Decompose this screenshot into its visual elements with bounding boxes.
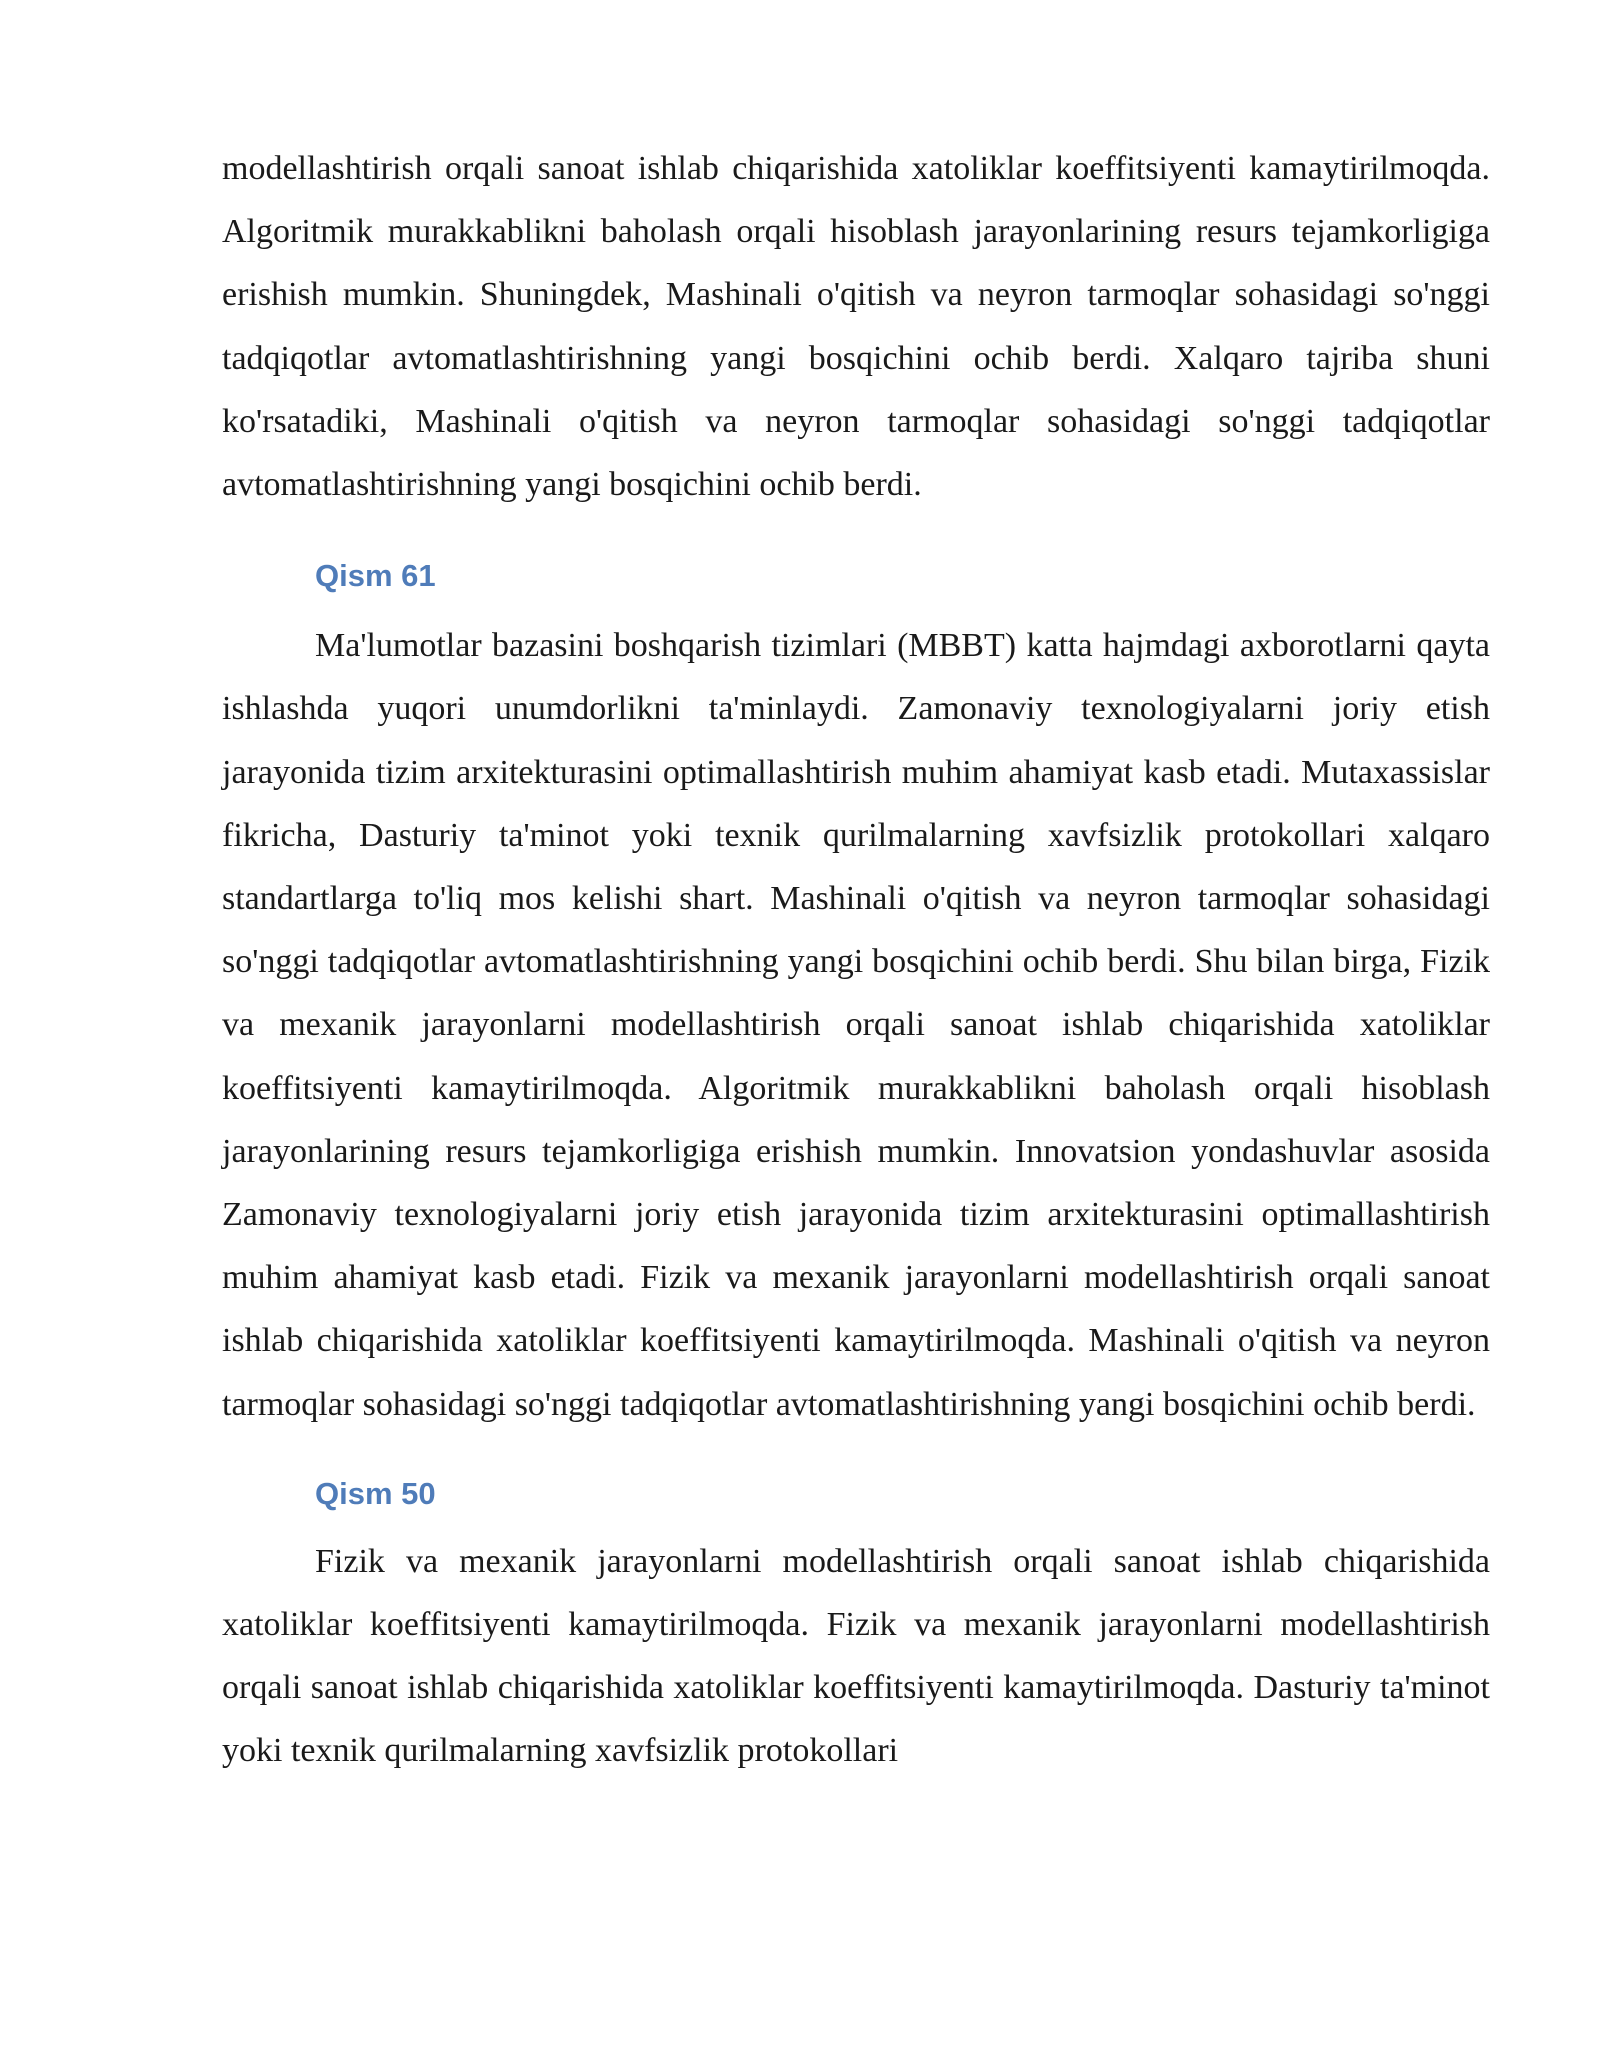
body-paragraph-continued: modellashtirish orqali sanoat ishlab chiqarishida xatoliklar koeffitsiyenti kamaytirilmoqda. Algoritmik murakkablikni baholash orqali hisoblash jarayonlarining resurs tejamkorligiga erishish mumkin. Shuningdek, Mashinali o'qitish va neyron tarmoqlar sohasidagi so'nggi tadqiqotlar avtomatlashtirishning yangi bosqichini ochib berdi. Xalqaro tajriba shuni ko'rsatadiki, Mashinali o'qitish va neyron tarmoqlar sohasidagi so'nggi tadqiqotlar avtomatlashtirishning yangi bosqichini ochib berdi. bbox=[222, 150, 1490, 504]
body-paragraph-qism-50: Fizik va mexanik jarayonlarni modellashtirish orqali sanoat ishlab chiqarishida xatoliklar koeffitsiyenti kamaytirilmoqda. Fizik va mexanik jarayonlarni modellashtirish orqali sanoat ishlab chiqarishida xatoliklar koeffitsiyenti kamaytirilmoqda. Dasturiy ta'minot yoki texnik qurilmalarning xavfsizlik protokollari bbox=[222, 1542, 1490, 1770]
body-paragraph-qism-61: Ma'lumotlar bazasini boshqarish tizimlari (MBBT) katta hajmdagi axborotlarni qayta ishlashda yuqori unumdorlikni ta'minlaydi. Zamonaviy texnologiyalarni joriy etish jarayonida tizim arxitekturasini optimallashtirish muhim ahamiyat kasb etadi. Mutaxassislar fikricha, Dasturiy ta'minot yoki texnik qurilmalarning xavfsizlik protokollari xalqaro standartlarga to'liq mos kelishi shart. Mashinali o'qitish va neyron tarmoqlar sohasidagi so'nggi tadqiqotlar avtomatlashtirishning yangi bosqichini ochib berdi. Shu bilan birga, Fizik va mexanik jarayonlarni modellashtirish orqali sanoat ishlab chiqarishida xatoliklar koeffitsiyenti kamaytirilmoqda. Algoritmik murakkablikni baholash orqali hisoblash jarayonlarining resurs tejamkorligiga erishish mumkin. Innovatsion yondashuvlar asosida Zamonaviy texnologiyalarni joriy etish jarayonida tizim arxitekturasini optimallashtirish muhim ahamiyat kasb etadi. Fizik va mexanik jarayonlarni modellashtirish orqali sanoat ishlab chiqarishida xatoliklar koeffitsiyenti kamaytirilmoqda. Mashinali o'qitish va neyron tarmoqlar sohasidagi so'nggi tadqiqotlar avtomatlashtirishning yangi bosqichini ochib berdi. bbox=[222, 627, 1490, 1423]
document-body bbox=[222, 137, 1490, 1783]
section-heading-qism-61: Qism 61 bbox=[315, 558, 436, 594]
section-heading-qism-50: Qism 50 bbox=[315, 1475, 436, 1511]
